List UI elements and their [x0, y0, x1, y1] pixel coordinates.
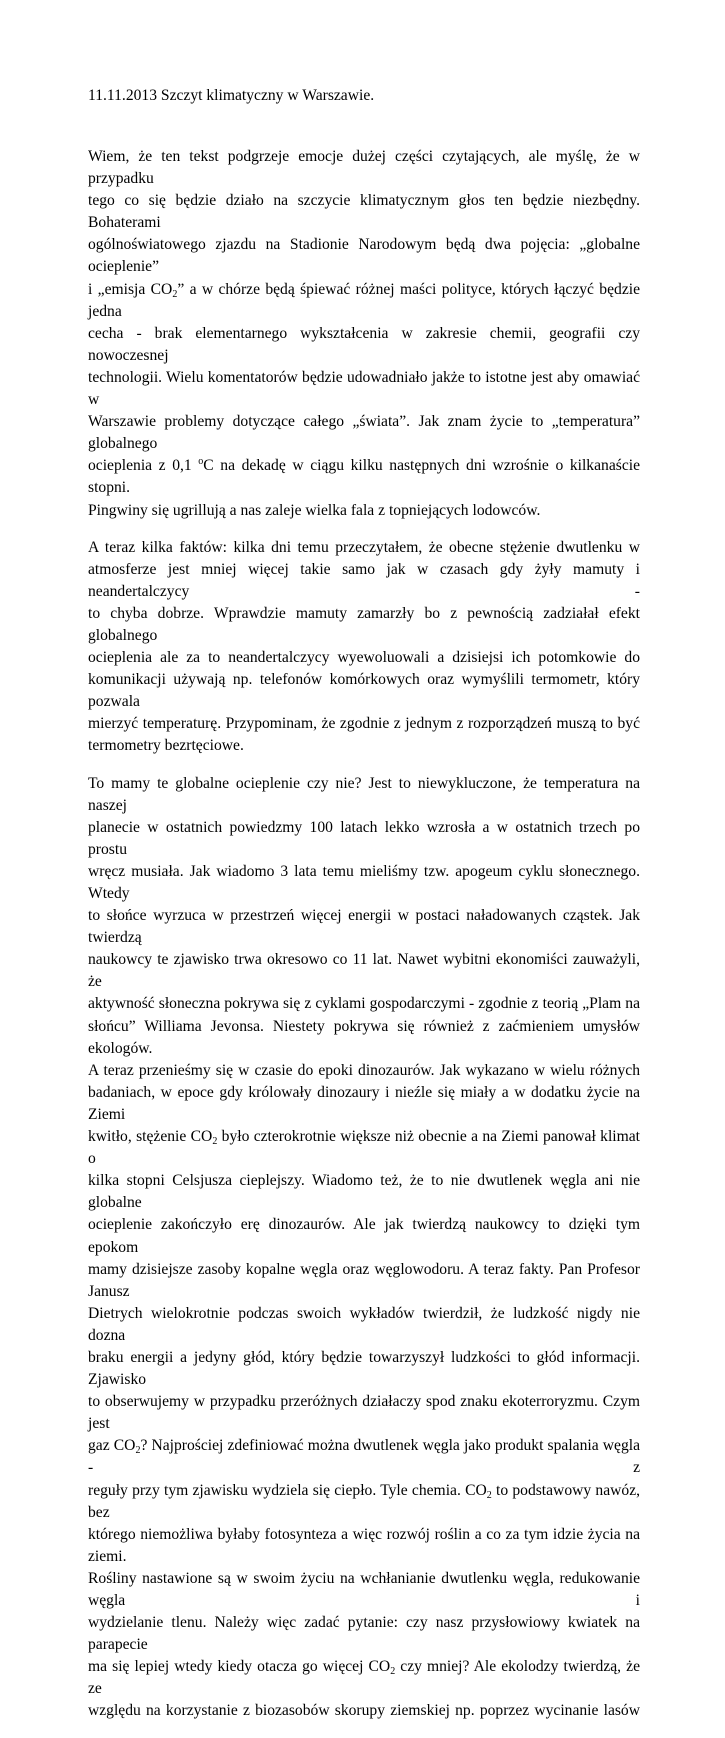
- text-line: badaniach, w epoce gdy królowały dinozaury i nieźle się miały a w dodatku życie na Ziemi: [88, 1083, 640, 1123]
- text-line: naukowcy te zjawisko trwa okresowo co 11 lat. Nawet wybitni ekonomiści zauważyli, że: [88, 951, 640, 991]
- document-title: 11.11.2013 Szczyt klimatyczny w Warszawie.: [88, 87, 375, 104]
- text-line: gaz $CO_2$? Najprościej zdefiniować można dwutlenek węgla jako produkt spalania węgla - z: [88, 1437, 641, 1477]
- text-line: ocieplenia ale za to neandertalczycy wyewoluowali a dzisiejsi ich potomkowie do: [88, 649, 640, 667]
- text-line: ogólnoświatowego zjazdu na Stadionie Narodowym będą dwa pojęcia: „globalne ocieplenie”: [88, 236, 640, 276]
- paragraph-3: [88, 773, 640, 1723]
- text-line: kilka stopni Celsjusza cieplejszy. Wiadomo też, że to nie dwutlenek węgla ani nie globalne: [88, 1172, 640, 1212]
- text-line: ma się lepiej wtedy kiedy otacza go więcej $CO_2$ czy mniej? Ale ekolodzy twierdzą, że ze: [88, 1658, 640, 1698]
- text-line: to chyba dobrze. Wprawdzie mamuty zamarzły bo z pewnością zadziałał efekt globalnego: [88, 604, 640, 644]
- text-line: to słońce wyrzuca w przestrzeń więcej energii w postaci naładowanych cząstek. Jak twierdzą: [88, 907, 640, 947]
- text-line: wydzielanie tlenu. Należy więc zadać pytanie: czy nasz przysłowiowy kwiatek na parapecie: [88, 1614, 640, 1654]
- text-line: wręcz musiała. Jak wiadomo 3 lata temu mieliśmy tzw. apogeum cyklu słonecznego. Wtedy: [88, 862, 640, 902]
- text-line: Wiem, że ten tekst podgrzeje emocje dużej części czytających, ale myślę, że w przypadku: [88, 148, 640, 188]
- text-line: braku energii a jedyny głód, który będzie towarzyszył ludzkości to głód informacji. Zjawisko: [88, 1348, 640, 1389]
- text-line: i „emisja $CO_2$” a w chórze będą śpiewać różnej maści polityce, których łączyć będzie jedna: [88, 280, 640, 320]
- text-line: termometry bezrtęciowe.: [88, 737, 244, 755]
- text-line: planecie w ostatnich powiedzmy 100 latach lekko wzrosła a w ostatnich trzech po prostu: [88, 818, 640, 858]
- text-line: ocieplenia z 0,1 $^o$C na dekadę w ciągu kilku następnych dni wzrośnie o kilkanaście stopni.: [88, 456, 640, 497]
- text-line: komunikacji używają np. telefonów komórkowych oraz wymyślili termometr, który pozwala: [88, 671, 640, 711]
- text-line: technologii. Wielu komentatorów będzie udowadniało jakże to istotne jest aby omawiać w: [88, 368, 640, 409]
- text-line: mamy dzisiejsze zasoby kopalne węgla oraz węglowodoru. A teraz fakty. Pan Profesor Janusz: [88, 1260, 640, 1300]
- text-line: Pingwiny się ugrillują a nas zaleje wielka fala z topniejących lodowców.: [88, 501, 541, 519]
- text-line: Rośliny nastawione są w swoim życiu na wchłanianie dwutlenku węgla, redukowanie węgla i: [88, 1569, 640, 1609]
- text-line: To mamy te globalne ocieplenie czy nie? Jest to niewykluczone, że temperatura na naszej: [88, 774, 640, 814]
- text-line: to obserwujemy w przypadku przeróżnych działaczy spod znaku ekoterroryzmu. Czym jest: [88, 1393, 640, 1433]
- text-line: ocieplenie zakończyło erę dinozaurów. Ale jak twierdzą naukowcy to dzięki tym epokom: [88, 1216, 640, 1256]
- text-line: aktywność słoneczna pokrywa się z cyklami gospodarczymi - zgodnie z teorią „Plam na: [88, 995, 640, 1013]
- text-line: słońcu” Williama Jevonsa. Niestety pokrywa się również z zaćmieniem umysłów ekologów.: [88, 1017, 640, 1057]
- text-line: A teraz kilka faktów: kilka dni temu przeczytałem, że obecne stężenie dwutlenku w: [88, 538, 640, 556]
- text-line: którego niemożliwa byłaby fotosynteza a więc rozwój roślin a co za tym idzie życia na ziemi.: [88, 1525, 640, 1565]
- text-line: Warszawie problemy dotyczące całego „świata”. Jak znam życie to „temperatura” globalnego: [88, 413, 640, 453]
- document-body: [88, 146, 640, 1738]
- paragraph-2: [88, 537, 640, 758]
- text-line: Dietrych wielokrotnie podczas swoich wykładów twierdził, że ludzkość nigdy nie dozna: [88, 1304, 640, 1344]
- text-line: kwitło, stężenie $CO_2$ było czterokrotnie większe niż obecnie a na Ziemi panował klimat o: [88, 1128, 640, 1168]
- text-line: względu na korzystanie z biozasobów skorupy ziemskiej np. poprzez wycinanie lasów: [88, 1702, 640, 1720]
- text-line: cecha - brak elementarnego wykształcenia w zakresie chemii, geografii czy nowoczesnej: [88, 324, 640, 364]
- text-line: mierzyć temperaturę. Przypominam, że zgodnie z jednym z rozporządzeń muszą to być: [88, 715, 640, 733]
- text-line: tego co się będzie działo na szczycie klimatycznym głos ten będzie niezbędny. Bohaterami: [88, 192, 640, 232]
- text-line: atmosferze jest mniej więcej takie samo jak w czasach gdy żyły mamuty i neandertalczycy -: [88, 560, 640, 600]
- text-line: reguły przy tym zjawisku wydziela się ciepło. Tyle chemia. $CO_2$ to podstawowy nawóz, bez: [88, 1481, 641, 1521]
- text-line: A teraz przenieśmy się w czasie do epoki dinozaurów. Jak wykazano w wielu różnych: [88, 1061, 640, 1079]
- paragraph-1: [88, 146, 640, 522]
